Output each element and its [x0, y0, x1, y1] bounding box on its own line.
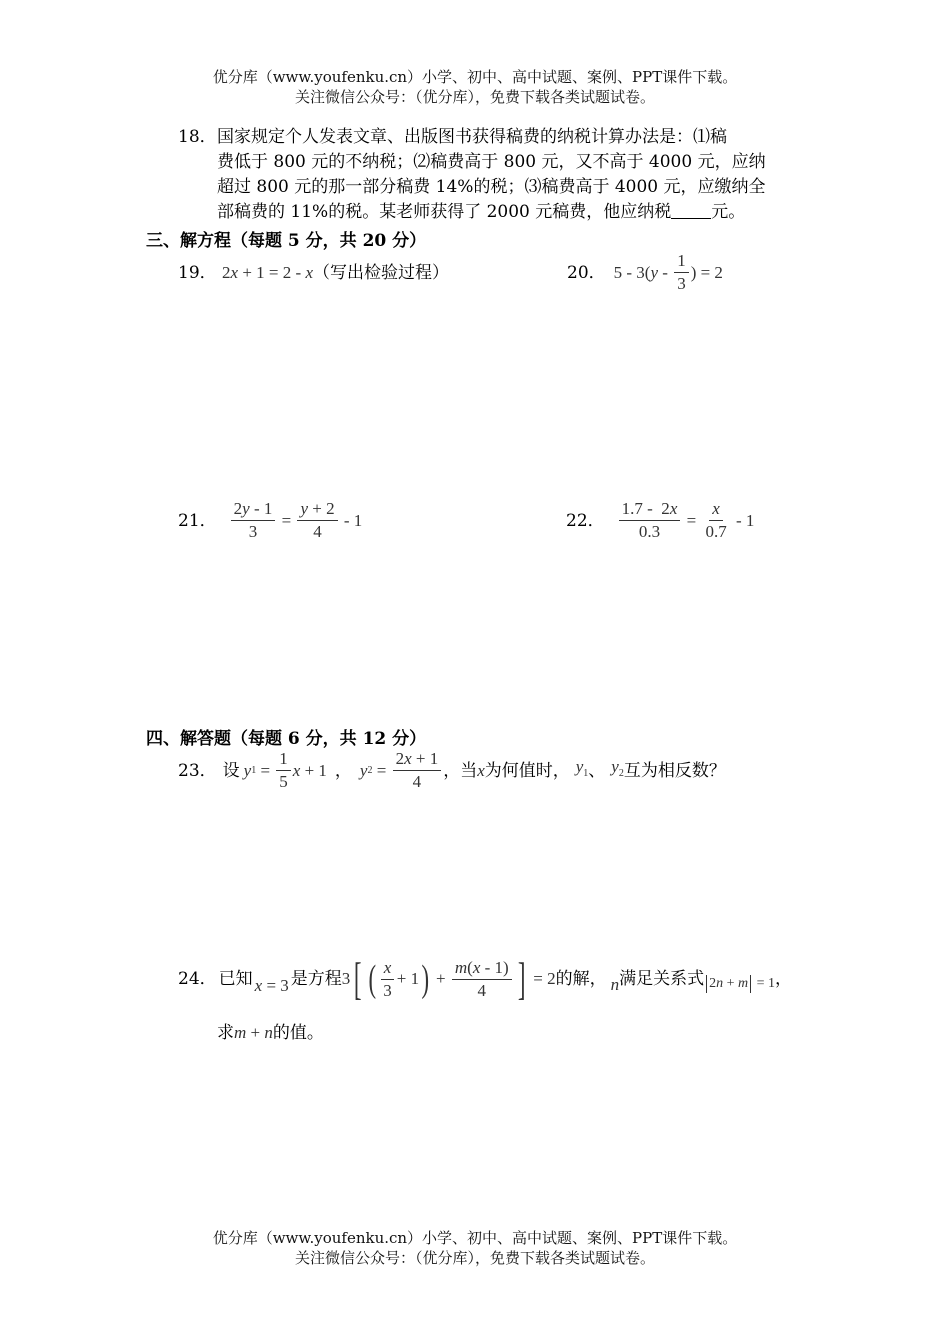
- section-4-title: 四、解答题（每题 6 分，共 12 分）: [146, 729, 427, 749]
- q21-fraction-right: $\frac{y + 2}{4}$: [297, 500, 337, 541]
- q23-y1: $y_1$: [575, 757, 589, 779]
- q24-mid-1: 是方程: [290, 969, 342, 989]
- q20-equation: 5 - 3( y - $\frac{1}{3}$ ) = 2: [613, 251, 723, 293]
- q23-fraction-y2: $\frac{2x + 1}{4}$: [393, 750, 442, 791]
- q22-fraction-left: $\frac{1.7 - 2x}{0.3}$: [619, 500, 681, 541]
- q18-line-3: 超过 800 元的那一部分稿费 14%的税；⑶稿费高于 4000 元，应缴纳全: [217, 177, 766, 197]
- q24-line-2-lead: 求: [217, 1023, 234, 1043]
- q23-lead: 设: [222, 760, 240, 781]
- q24-fraction-x-over-3: $\frac{x}{3}$: [380, 959, 395, 1000]
- q19: [178, 260, 449, 286]
- q24: [178, 953, 793, 1004]
- q24-mid-3: 满足关系式: [619, 969, 705, 989]
- q20: [567, 252, 723, 293]
- header-line-1: 优分库（www.youfenku.cn）小学、初中、高中试题、案例、PPT课件下载。: [212, 68, 738, 86]
- q24-m-plus-n: m + n: [234, 1023, 273, 1042]
- q18-line-4-text: 部稿费的 11%的税。某老师获得了 2000 元稿费，他应纳税: [217, 202, 672, 222]
- q18-line-1: 国家规定个人发表文章、出版图书获得稿费的纳税计算办法是：⑴稿: [217, 127, 727, 147]
- q24-fraction-m: $\frac{m(x - 1)}{4}$: [452, 959, 512, 1000]
- q19-note: （写出检验过程）: [312, 263, 449, 283]
- q18-line-4: [217, 199, 745, 225]
- q23-sep: 、: [588, 760, 606, 781]
- q21-equation: $\frac{2y - 1}{3}$ = $\frac{y + 2}{4}$ - 1: [229, 500, 363, 541]
- q24-lead: 已知: [218, 969, 253, 989]
- q23-y1-expression: y 1 = $\frac{1}{5}$ x + 1: [243, 749, 327, 791]
- q24-mid-2: 的解，: [555, 969, 607, 989]
- q24-equation: 3 [ ( $\frac{x}{3}$ + 1 ) + $\frac{m(x - 1)}{4}$ ] = 2: [341, 953, 556, 1004]
- q22-number: 22．: [566, 510, 605, 531]
- q24-number: 24．: [178, 969, 217, 989]
- header-line-2: 关注微信公众号：（优分库），免费下载各类试题试卷。: [294, 88, 655, 106]
- q23-y2: $y_2$: [611, 757, 624, 779]
- q23-tail-1: 为何值时，: [484, 760, 570, 781]
- q24-line-2: [217, 1020, 324, 1046]
- q24-n: n: [610, 975, 620, 994]
- q23-y2-expression: y 2 = $\frac{2x + 1}{4}$: [360, 750, 443, 791]
- q22: [566, 500, 754, 541]
- q23-x: x: [477, 760, 485, 780]
- section-3-title: 三、解方程（每题 5 分，共 20 分）: [146, 231, 427, 251]
- footer-line-2: 关注微信公众号：（优分库），免费下载各类试题试卷。: [294, 1249, 655, 1267]
- q19-equation: 2x + 1 = 2 - x: [222, 263, 313, 282]
- q22-equation: $\frac{1.7 - 2x}{0.3}$ = $\frac{x}{0.7}$ - 1: [617, 500, 755, 541]
- q20-fraction: $\frac{1}{3}$: [674, 252, 689, 293]
- q23-fraction-one-fifth: $\frac{1}{5}$: [276, 750, 291, 791]
- q18-line-4-unit: 元。: [711, 202, 746, 222]
- q19-number: 19．: [178, 263, 217, 283]
- q18-number: 18．: [178, 127, 217, 147]
- q22-fraction-right: $\frac{x}{0.7}$: [705, 499, 727, 541]
- q23: 23． 设 y 1 = $\frac{1}{5}$ x + 1 ， y 2 = $\frac{2x + 1}{4}$ ，当 x 为何值时， $y_1$ 、 $y_2$ 互为相反数？: [178, 749, 726, 791]
- q23-tail-2: 互为相反数？: [623, 760, 726, 781]
- q24-end: ，: [775, 969, 793, 989]
- q23-mid: ，当: [443, 760, 478, 781]
- q20-number: 20．: [567, 262, 606, 283]
- q21: [178, 500, 362, 541]
- answer-blank[interactable]: [671, 202, 711, 219]
- footer-line-1: 优分库（www.youfenku.cn）小学、初中、高中试题、案例、PPT课件下载。: [212, 1229, 738, 1247]
- q18-line-2: 费低于 800 元的不纳税；⑵稿费高于 800 元，又不高于 4000 元，应纳: [217, 152, 766, 172]
- q24-x-equals-3: x = 3: [254, 976, 289, 995]
- q21-fraction-left: $\frac{2y - 1}{3}$: [231, 500, 276, 541]
- q23-number: 23．: [178, 760, 217, 781]
- q24-abs-relation: 2 n + m = 1: [704, 961, 775, 997]
- q24-line-2-tail: 的值。: [272, 1023, 324, 1043]
- q21-number: 21．: [178, 510, 217, 531]
